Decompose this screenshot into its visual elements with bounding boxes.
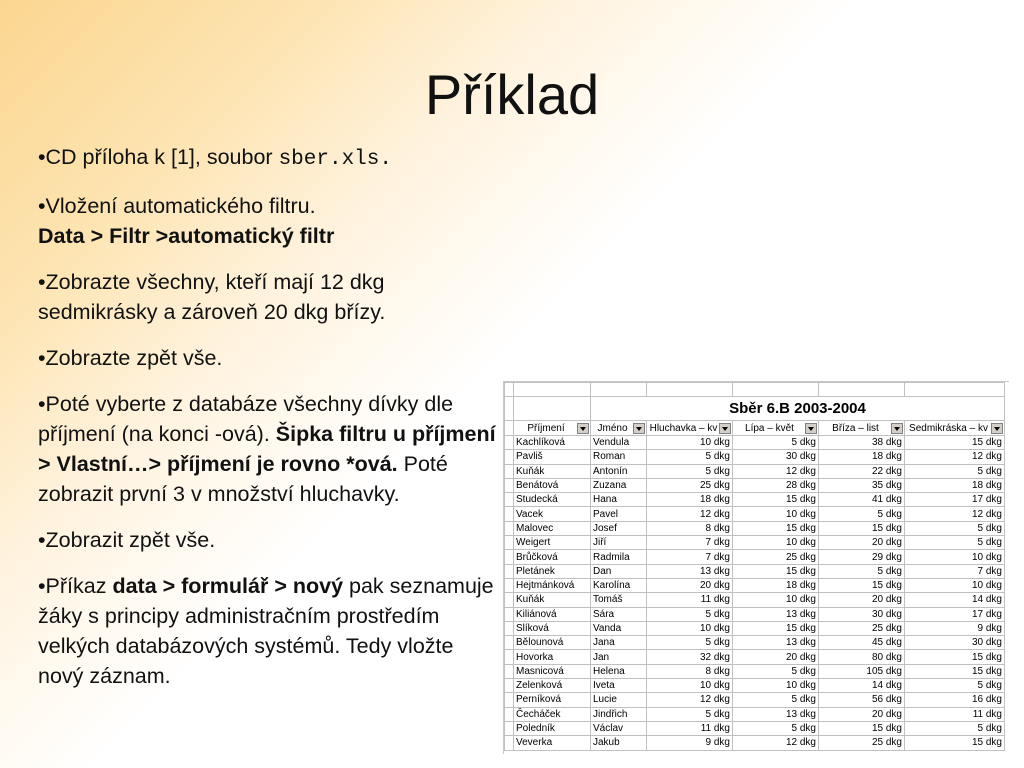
amount-cell: 10 dkg [905, 578, 1005, 592]
row-spacer [505, 521, 514, 535]
surname-cell: Studecká [514, 493, 591, 507]
amount-cell: 7 dkg [905, 564, 1005, 578]
bullet-autofilter [38, 191, 503, 251]
firstname-cell: Václav [591, 721, 647, 735]
amount-cell: 5 dkg [905, 536, 1005, 550]
firstname-cell: Josef [591, 521, 647, 535]
amount-cell: 29 dkg [819, 550, 905, 564]
table-row [505, 536, 1005, 550]
surname-cell: Bělounová [514, 636, 591, 650]
row-spacer [505, 536, 514, 550]
amount-cell: 10 dkg [905, 550, 1005, 564]
filter-dropdown-icon[interactable] [633, 423, 645, 434]
amount-cell: 22 dkg [819, 464, 905, 478]
amount-cell: 12 dkg [647, 507, 733, 521]
amount-cell: 5 dkg [905, 521, 1005, 535]
column-header [591, 421, 647, 436]
bullet-text: •Zobrazit zpět vše. [38, 528, 216, 552]
surname-cell: Veverka [514, 736, 591, 750]
surname-cell: Masnicová [514, 664, 591, 678]
column-header [905, 421, 1005, 436]
table-row [505, 436, 1005, 450]
firstname-cell: Jana [591, 636, 647, 650]
firstname-cell: Dan [591, 564, 647, 578]
surname-cell: Hovorka [514, 650, 591, 664]
table-row [505, 593, 1005, 607]
amount-cell: 7 dkg [647, 550, 733, 564]
amount-cell: 105 dkg [819, 664, 905, 678]
row-spacer [505, 721, 514, 735]
amount-cell: 5 dkg [647, 607, 733, 621]
firstname-cell: Iveta [591, 679, 647, 693]
amount-cell: 20 dkg [819, 536, 905, 550]
amount-cell: 15 dkg [905, 664, 1005, 678]
amount-cell: 41 dkg [819, 493, 905, 507]
amount-cell: 10 dkg [733, 536, 819, 550]
table-row [505, 464, 1005, 478]
table-row [505, 621, 1005, 635]
table-row [505, 707, 1005, 721]
filter-dropdown-icon[interactable] [719, 423, 731, 434]
firstname-cell: Pavel [591, 507, 647, 521]
amount-cell: 30 dkg [733, 450, 819, 464]
bullet-show-back [38, 343, 503, 373]
amount-cell: 5 dkg [905, 464, 1005, 478]
table-row [505, 450, 1005, 464]
surname-cell: Benátová [514, 478, 591, 492]
column-header-label: Hluchavka – kv [649, 422, 718, 434]
table-row [505, 507, 1005, 521]
amount-cell: 10 dkg [647, 436, 733, 450]
row-spacer [505, 493, 514, 507]
row-spacer [505, 636, 514, 650]
row-spacer [505, 507, 514, 521]
firstname-cell: Radmila [591, 550, 647, 564]
row-spacer [505, 621, 514, 635]
firstname-cell: Jiří [591, 536, 647, 550]
bullet-form-command [38, 571, 503, 691]
amount-cell: 13 dkg [647, 564, 733, 578]
filter-dropdown-icon[interactable] [577, 423, 589, 434]
firstname-cell: Sára [591, 607, 647, 621]
firstname-cell: Jan [591, 650, 647, 664]
amount-cell: 5 dkg [647, 707, 733, 721]
bullet-bold-text: Šipka filtru u příjmení > Vlastní…> příjmení je rovno *ová. [38, 422, 496, 476]
column-header [647, 421, 733, 436]
firstname-cell: Karolína [591, 578, 647, 592]
amount-cell: 10 dkg [733, 593, 819, 607]
bullet-list [38, 142, 503, 707]
amount-cell: 15 dkg [733, 493, 819, 507]
column-header [733, 421, 819, 436]
row-spacer [505, 679, 514, 693]
table-row [505, 736, 1005, 750]
amount-cell: 15 dkg [905, 736, 1005, 750]
row-spacer [505, 421, 514, 436]
spreadsheet-title: Sběr 6.B 2003-2004 [591, 397, 1005, 421]
amount-cell: 15 dkg [733, 621, 819, 635]
bullet-text: pak seznamuje žáky s principy administračním prostředím velkých databázových systémů. Tedy vložte nový záznam. [38, 574, 494, 688]
row-spacer [505, 478, 514, 492]
bullet-text: •Vložení automatického filtru. [38, 194, 316, 218]
surname-cell: Čecháček [514, 707, 591, 721]
amount-cell: 5 dkg [733, 693, 819, 707]
amount-cell: 35 dkg [819, 478, 905, 492]
table-row [505, 478, 1005, 492]
row-spacer [505, 593, 514, 607]
amount-cell: 28 dkg [733, 478, 819, 492]
bullet-select-girls [38, 389, 503, 509]
amount-cell: 18 dkg [905, 478, 1005, 492]
amount-cell: 18 dkg [733, 578, 819, 592]
amount-cell: 10 dkg [647, 621, 733, 635]
spreadsheet-table [504, 382, 1005, 751]
bullet-text: •CD příloha k [1], soubor [38, 145, 279, 169]
amount-cell: 30 dkg [819, 607, 905, 621]
bullet-text: •Zobrazte všechny, kteří mají 12 dkg sedmikrásky a zároveň 20 dkg břízy. [38, 270, 386, 324]
surname-cell: Vacek [514, 507, 591, 521]
firstname-cell: Tomáš [591, 593, 647, 607]
surname-cell: Perníková [514, 693, 591, 707]
amount-cell: 11 dkg [647, 721, 733, 735]
table-row [505, 564, 1005, 578]
firstname-cell: Vendula [591, 436, 647, 450]
amount-cell: 5 dkg [647, 464, 733, 478]
row-spacer [505, 693, 514, 707]
amount-cell: 5 dkg [905, 679, 1005, 693]
spreadsheet-screenshot [503, 381, 1009, 754]
amount-cell: 13 dkg [733, 607, 819, 621]
bullet-cd-attachment [38, 142, 503, 175]
row-spacer [505, 436, 514, 450]
firstname-cell: Jakub [591, 736, 647, 750]
table-row [505, 679, 1005, 693]
table-row [505, 578, 1005, 592]
amount-cell: 15 dkg [733, 521, 819, 535]
amount-cell: 5 dkg [733, 664, 819, 678]
amount-cell: 30 dkg [905, 636, 1005, 650]
amount-cell: 8 dkg [647, 521, 733, 535]
firstname-cell: Lucie [591, 693, 647, 707]
column-header-label: Lípa – květ [745, 422, 794, 434]
surname-cell: Pletánek [514, 564, 591, 578]
amount-cell: 20 dkg [733, 650, 819, 664]
surname-cell: Weigert [514, 536, 591, 550]
amount-cell: 5 dkg [733, 436, 819, 450]
amount-cell: 15 dkg [905, 650, 1005, 664]
amount-cell: 18 dkg [647, 493, 733, 507]
bullet-bold-text: data > formulář > nový [112, 574, 344, 598]
column-header [819, 421, 905, 436]
column-header-label: Příjmení [527, 422, 565, 434]
bullet-text: •Příkaz [38, 574, 113, 598]
amount-cell: 32 dkg [647, 650, 733, 664]
table-row [505, 493, 1005, 507]
spreadsheet-header-row [505, 421, 1005, 436]
firstname-cell: Roman [591, 450, 647, 464]
amount-cell: 17 dkg [905, 493, 1005, 507]
row-spacer [505, 664, 514, 678]
filter-dropdown-icon[interactable] [891, 423, 903, 434]
amount-cell: 15 dkg [819, 721, 905, 735]
amount-cell: 7 dkg [647, 536, 733, 550]
surname-cell: Zelenková [514, 679, 591, 693]
row-spacer [505, 464, 514, 478]
bullet-text: Poté zobrazit první 3 v množství hluchavky. [38, 452, 448, 506]
table-row [505, 650, 1005, 664]
amount-cell: 12 dkg [905, 450, 1005, 464]
table-row [505, 550, 1005, 564]
amount-cell: 12 dkg [905, 507, 1005, 521]
column-header-label: Sedmikráska – kv [909, 422, 988, 434]
amount-cell: 20 dkg [647, 578, 733, 592]
slide-title: Příklad [424, 63, 600, 126]
amount-cell: 45 dkg [819, 636, 905, 650]
table-row [505, 607, 1005, 621]
row-spacer [505, 578, 514, 592]
amount-cell: 20 dkg [819, 707, 905, 721]
spreadsheet-title-row [505, 397, 1005, 421]
surname-cell: Pavliš [514, 450, 591, 464]
surname-cell: Hejtmánková [514, 578, 591, 592]
amount-cell: 17 dkg [905, 607, 1005, 621]
amount-cell: 25 dkg [647, 478, 733, 492]
amount-cell: 18 dkg [819, 450, 905, 464]
amount-cell: 9 dkg [905, 621, 1005, 635]
amount-cell: 5 dkg [905, 721, 1005, 735]
surname-cell: Kuňák [514, 593, 591, 607]
table-row [505, 693, 1005, 707]
bullet-show-all-12dkg [38, 267, 503, 327]
amount-cell: 15 dkg [819, 521, 905, 535]
filter-dropdown-icon[interactable] [805, 423, 817, 434]
column-header [514, 421, 591, 436]
amount-cell: 5 dkg [819, 507, 905, 521]
amount-cell: 16 dkg [905, 693, 1005, 707]
amount-cell: 10 dkg [733, 679, 819, 693]
amount-cell: 5 dkg [647, 450, 733, 464]
surname-cell: Kiliánová [514, 607, 591, 621]
row-spacer [505, 650, 514, 664]
amount-cell: 12 dkg [647, 693, 733, 707]
amount-cell: 10 dkg [647, 679, 733, 693]
row-spacer [505, 736, 514, 750]
row-spacer [505, 450, 514, 464]
firstname-cell: Zuzana [591, 478, 647, 492]
bullet-show-back-2 [38, 525, 503, 555]
firstname-cell: Helena [591, 664, 647, 678]
amount-cell: 25 dkg [819, 736, 905, 750]
amount-cell: 25 dkg [733, 550, 819, 564]
firstname-cell: Vanda [591, 621, 647, 635]
amount-cell: 12 dkg [733, 464, 819, 478]
amount-cell: 25 dkg [819, 621, 905, 635]
amount-cell: 12 dkg [733, 736, 819, 750]
amount-cell: 9 dkg [647, 736, 733, 750]
row-spacer [505, 607, 514, 621]
menu-path: Data > Filtr >automatický filtr [38, 224, 335, 248]
amount-cell: 5 dkg [819, 564, 905, 578]
amount-cell: 13 dkg [733, 636, 819, 650]
surname-cell: Brůčková [514, 550, 591, 564]
amount-cell: 15 dkg [905, 436, 1005, 450]
spreadsheet-blank-row [505, 383, 1005, 397]
amount-cell: 5 dkg [647, 636, 733, 650]
surname-cell: Poledník [514, 721, 591, 735]
amount-cell: 80 dkg [819, 650, 905, 664]
amount-cell: 56 dkg [819, 693, 905, 707]
column-header-label: Bříza – list [832, 422, 879, 434]
row-spacer [505, 707, 514, 721]
bullet-text: •Poté vyberte z databáze všechny dívky dle příjmení (na konci -ová). [38, 392, 454, 446]
column-header-label: Jméno [597, 422, 628, 434]
surname-cell: Kachlíková [514, 436, 591, 450]
amount-cell: 20 dkg [819, 593, 905, 607]
table-row [505, 721, 1005, 735]
amount-cell: 13 dkg [733, 707, 819, 721]
firstname-cell: Antonín [591, 464, 647, 478]
amount-cell: 15 dkg [819, 578, 905, 592]
amount-cell: 14 dkg [819, 679, 905, 693]
table-row [505, 521, 1005, 535]
table-row [505, 636, 1005, 650]
table-row [505, 664, 1005, 678]
row-spacer [505, 550, 514, 564]
surname-cell: Kuňák [514, 464, 591, 478]
filter-dropdown-icon[interactable] [991, 423, 1003, 434]
firstname-cell: Hana [591, 493, 647, 507]
amount-cell: 15 dkg [733, 564, 819, 578]
bullet-text: •Zobrazte zpět vše. [38, 346, 223, 370]
row-spacer [505, 564, 514, 578]
amount-cell: 14 dkg [905, 593, 1005, 607]
amount-cell: 8 dkg [647, 664, 733, 678]
amount-cell: 11 dkg [905, 707, 1005, 721]
surname-cell: Malovec [514, 521, 591, 535]
amount-cell: 10 dkg [733, 507, 819, 521]
amount-cell: 11 dkg [647, 593, 733, 607]
firstname-cell: Jindřich [591, 707, 647, 721]
file-name: sber.xls. [278, 148, 392, 171]
surname-cell: Slíková [514, 621, 591, 635]
amount-cell: 5 dkg [733, 721, 819, 735]
amount-cell: 38 dkg [819, 436, 905, 450]
